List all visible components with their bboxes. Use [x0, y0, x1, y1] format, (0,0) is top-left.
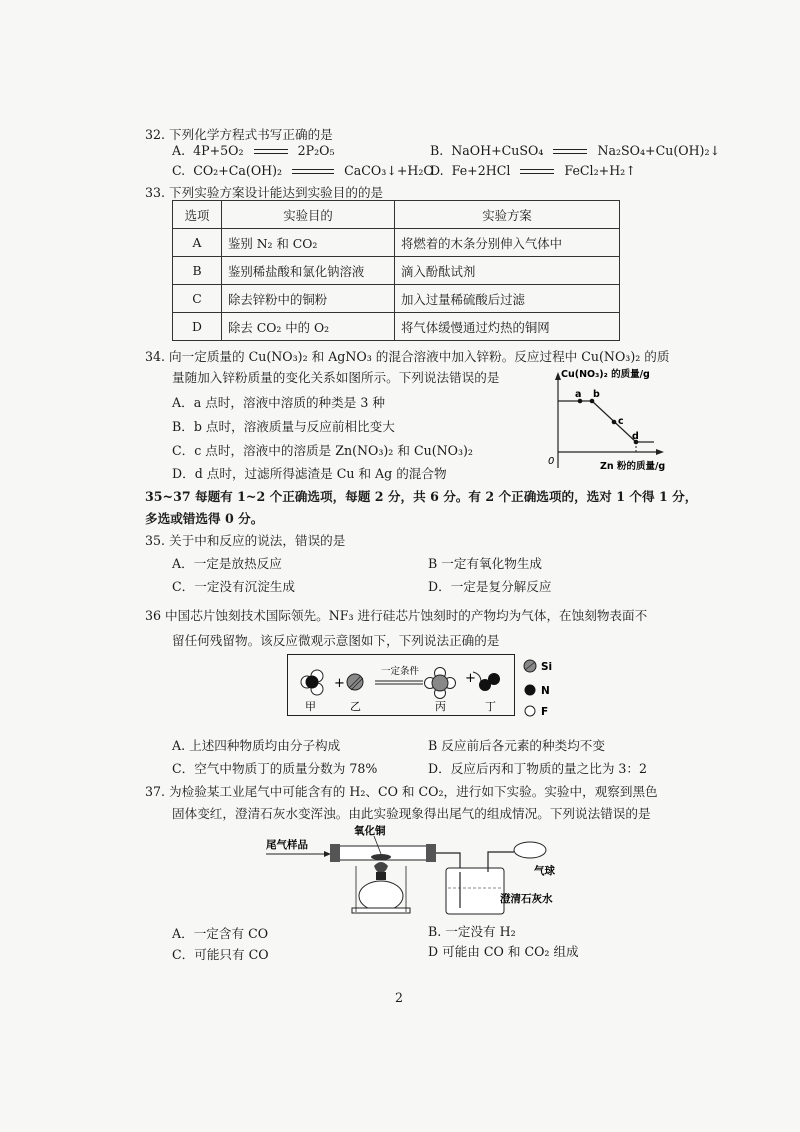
table-cell: 除去锌粉中的铜粉	[222, 285, 395, 313]
q34-stem-line1: 34. 向一定质量的 Cu(NO₃)₂ 和 AgNO₃ 的混合溶液中加入锌粉。反应过程中 Cu(NO₃)₂ 的质	[145, 349, 670, 364]
q36-option-b: B 反应前后各元素的种类均不变	[428, 738, 605, 753]
inlet-arrow-icon	[324, 851, 331, 857]
table-cell: 滴入酚酞试剂	[395, 257, 620, 285]
table-row	[173, 285, 620, 313]
label-ding: 丁	[485, 700, 496, 713]
wick-icon	[376, 872, 386, 880]
q35-option-d: D．一定是复分解反应	[428, 579, 552, 594]
label-bing: 丙	[435, 700, 446, 713]
curve-line	[558, 401, 654, 442]
table-cell: 加入过量稀硫酸后过滤	[395, 285, 620, 313]
q34-option-a: A．a 点时，溶液中溶质的种类是 3 种	[172, 395, 385, 410]
q34-graph	[538, 368, 670, 476]
table-cell: 将气体缓慢通过灼热的铜网	[395, 313, 620, 341]
equals-sign-icon	[553, 149, 587, 154]
q32-b-left: NaOH+CuSO₄	[451, 143, 544, 158]
table-cell: 鉴别稀盐酸和氯化钠溶液	[222, 257, 395, 285]
legend-f-label: F	[541, 706, 549, 718]
q35-option-c: C．一定没有沉淀生成	[172, 579, 295, 594]
legend-si-label: Si	[541, 661, 553, 673]
stopper-icon	[426, 844, 436, 862]
q34-option-b: B．b 点时，溶液质量与反应前相比变大	[172, 419, 395, 434]
q32-a-label: A.	[172, 143, 186, 158]
q34-option-c: C．c 点时，溶液中的溶质是 Zn(NO₃)₂ 和 Cu(NO₃)₂	[172, 443, 473, 458]
table-row	[173, 313, 620, 341]
copper-oxide-icon	[371, 854, 391, 860]
table-header-row	[173, 201, 620, 229]
legend-n-label: N	[541, 685, 550, 697]
point-d-label: d	[632, 431, 639, 442]
reaction-condition: 一定条件	[381, 666, 420, 677]
q35-option-a: A．一定是放热反应	[172, 556, 282, 571]
q32-b-right: Na₂SO₄+Cu(OH)₂↓	[597, 143, 721, 158]
point-c-label: c	[618, 416, 624, 427]
legend-n-icon	[525, 685, 536, 696]
q32-stem: 32. 下列化学方程式书写正确的是	[145, 127, 333, 142]
x-axis-label: Zn 粉的质量/g	[600, 461, 666, 472]
limewater-label: 澄清石灰水	[500, 893, 553, 905]
reaction-diagram	[287, 654, 587, 718]
q32-a-right: 2P₂O₅	[297, 143, 335, 158]
balloon-label: 气球	[534, 865, 555, 877]
table-cell: D	[173, 313, 222, 341]
q32-d-left: Fe+2HCl	[451, 163, 511, 178]
legend-f-icon	[525, 706, 535, 716]
q34-stem-line2: 量随加入锌粉质量的变化关系如图所示。下列说法错误的是	[172, 370, 500, 385]
plus-sign: +	[334, 676, 345, 691]
origin-label: 0	[548, 456, 555, 467]
q37-option-c: C．可能只有 CO	[172, 947, 269, 962]
table-row	[173, 257, 620, 285]
equals-sign-icon	[292, 169, 334, 174]
equals-sign-icon	[520, 169, 554, 174]
q34-option-d: D．d 点时，过滤所得滤渣是 Cu 和 Ag 的混合物	[172, 466, 447, 481]
q37-stem-line2: 固体变红，澄清石灰水变浑浊。由此实验现象得出尾气的组成情况。下列说法错误的是	[172, 806, 651, 821]
table-header: 实验方案	[395, 201, 620, 229]
instructions-line2: 多选或错选得 0 分。	[145, 511, 264, 526]
instructions-line1: 35~37 每题有 1~2 个正确选项，每题 2 分，共 6 分。有 2 个正确选项的，选对 1 个得 1 分，	[145, 489, 698, 504]
limewater-bottle	[446, 868, 504, 914]
table-cell: A	[173, 229, 222, 257]
point-b-label: b	[593, 389, 600, 400]
table-cell: 将燃着的木条分别伸入气体中	[395, 229, 620, 257]
q37-option-d: D 可能由 CO 和 CO₂ 组成	[428, 944, 579, 959]
q37-stem-line1: 37. 为检验某工业尾气中可能含有的 H₂、CO 和 CO₂，进行如下实验。实验中，观察到黑色	[145, 784, 658, 799]
x-axis-arrow-icon	[656, 449, 664, 455]
q32-option-c	[172, 163, 434, 178]
table-cell: B	[173, 257, 222, 285]
q32-option-d	[430, 163, 636, 178]
q32-option-a	[172, 143, 335, 158]
q32-a-left: 4P+5O₂	[193, 143, 244, 158]
table-cell: 鉴别 N₂ 和 CO₂	[222, 229, 395, 257]
oxide-label: 氧化铜	[354, 825, 386, 837]
equals-sign-icon	[254, 149, 288, 154]
q37-option-a: A．一定含有 CO	[172, 926, 269, 941]
q32-c-right: CaCO₃↓+H₂O	[344, 163, 434, 178]
alcohol-lamp-icon	[359, 881, 403, 911]
n-atom-icon	[488, 673, 500, 685]
q32-c-left: CO₂+Ca(OH)₂	[193, 163, 283, 178]
q36-option-d: D．反应后丙和丁物质的量之比为 3：2	[428, 761, 648, 776]
label-jia: 甲	[305, 700, 316, 713]
table-cell: C	[173, 285, 222, 313]
q36-stem-line1: 36 中国芯片蚀刻技术国际领先。NF₃ 进行硅芯片蚀刻时的产物均为气体，在蚀刻物表面不	[145, 608, 648, 623]
point-a-label: a	[575, 389, 582, 400]
table-row	[173, 229, 620, 257]
q36-stem-line2: 留任何残留物。该反应微观示意图如下，下列说法正确的是	[172, 633, 500, 648]
apparatus-diagram	[264, 822, 574, 918]
q32-c-label: C.	[172, 163, 186, 178]
label-yi: 乙	[350, 700, 361, 713]
q32-d-right: FeCl₂+H₂↑	[564, 163, 636, 178]
q36-option-c: C．空气中物质丁的质量分数为 78%	[172, 761, 378, 776]
q33-stem: 33. 下列实验方案设计能达到实验目的的是	[145, 185, 384, 200]
table-header: 选项	[173, 201, 222, 229]
point-c	[612, 420, 617, 425]
page-number: 2	[395, 990, 404, 1005]
plus-sign: +	[465, 671, 476, 686]
q37-option-b: B. 一定没有 H₂	[428, 924, 516, 939]
si-atom-icon	[432, 675, 448, 691]
stopper-icon	[330, 844, 340, 862]
q35-stem: 35. 关于中和反应的说法，错误的是	[145, 533, 346, 548]
balloon-icon	[514, 842, 546, 858]
q32-b-label: B.	[430, 143, 444, 158]
q32-option-b	[430, 143, 720, 158]
sample-label: 尾气样品	[266, 839, 308, 851]
q36-option-a: A. 上述四种物质均由分子构成	[172, 738, 341, 753]
y-axis-label: Cu(NO₃)₂ 的质量/g	[561, 369, 650, 380]
q32-d-label: D.	[430, 163, 444, 178]
experiment-table	[172, 200, 620, 341]
table-header: 实验目的	[222, 201, 395, 229]
q35-option-b: B 一定有氧化物生成	[428, 556, 543, 571]
table-cell: 除去 CO₂ 中的 O₂	[222, 313, 395, 341]
lamp-base-icon	[352, 908, 410, 913]
n-atom-icon	[306, 676, 319, 689]
